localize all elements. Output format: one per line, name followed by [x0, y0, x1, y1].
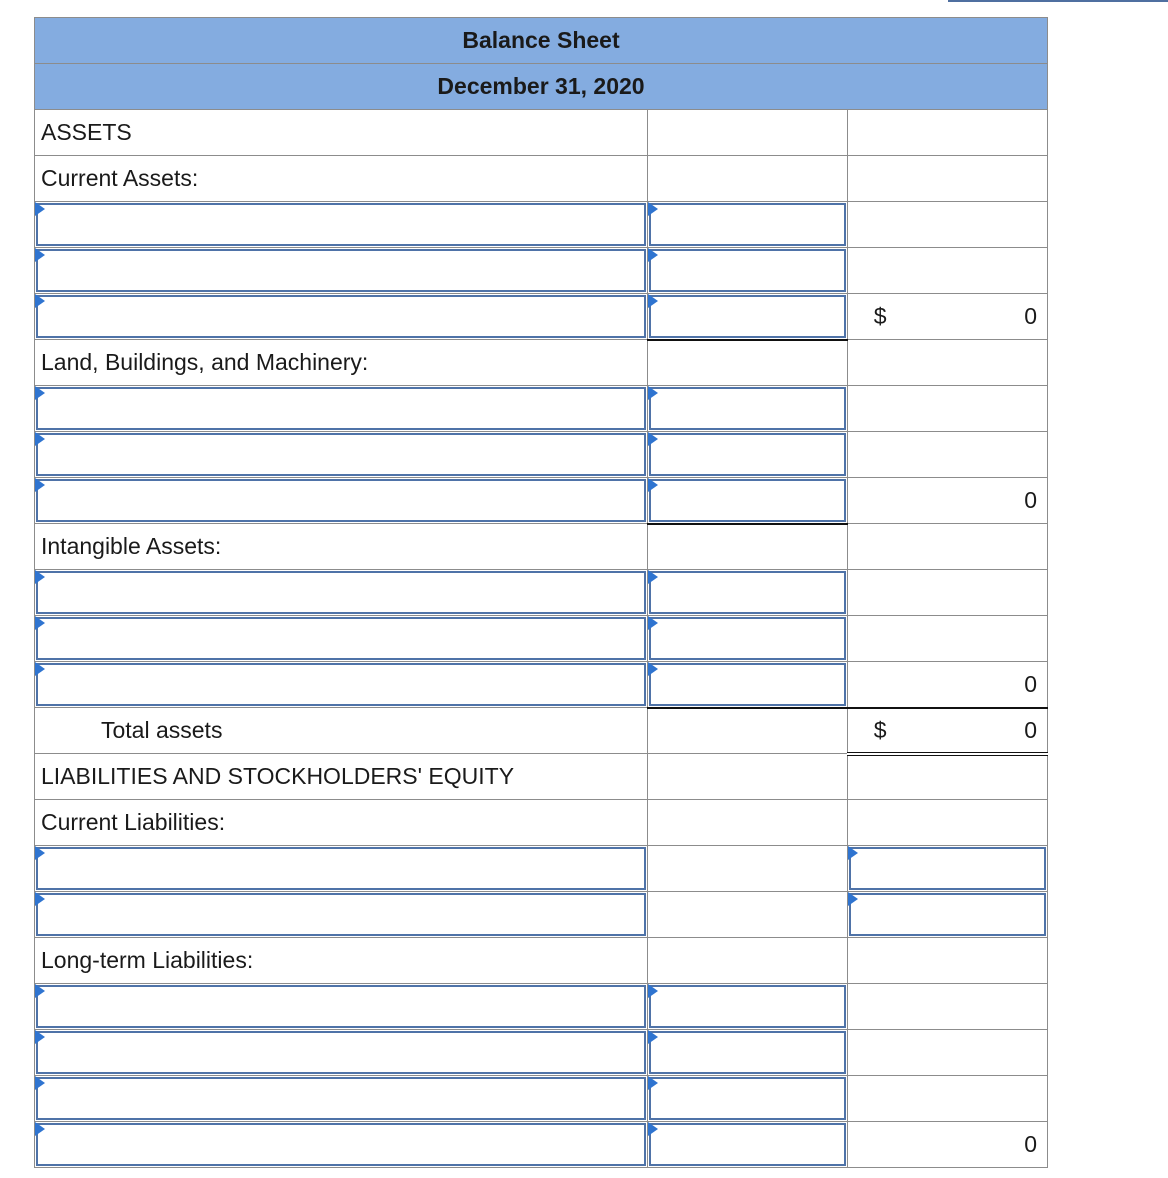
- amount-input[interactable]: [649, 249, 846, 292]
- current-assets-total: [847, 294, 1047, 340]
- intangible-row-1: [35, 570, 1048, 616]
- account-select[interactable]: [36, 295, 646, 338]
- current-assets-heading: Current Assets:: [35, 156, 648, 202]
- header-row-date: [35, 64, 1048, 110]
- account-select[interactable]: [36, 847, 646, 890]
- total-value: 0: [1024, 716, 1037, 743]
- amount-input[interactable]: [649, 1123, 846, 1166]
- section-row: [35, 110, 1048, 156]
- amount-input[interactable]: [649, 663, 846, 706]
- amount-input[interactable]: [649, 1031, 846, 1074]
- amount-input[interactable]: [849, 893, 1046, 936]
- intangible-total: [847, 662, 1047, 708]
- amount-input[interactable]: [849, 847, 1046, 890]
- amount-input[interactable]: [649, 433, 846, 476]
- lbm-row-3: [35, 478, 1048, 524]
- lbm-total: [847, 478, 1047, 524]
- intangible-row-2: [35, 616, 1048, 662]
- current-asset-row-3: [35, 294, 1048, 340]
- current-liability-row-1: [35, 846, 1048, 892]
- total-value: 0: [1024, 487, 1037, 513]
- long-term-row-4: [35, 1122, 1048, 1168]
- liabilities-equity-heading: LIABILITIES AND STOCKHOLDERS' EQUITY: [35, 754, 648, 800]
- account-select[interactable]: [36, 203, 646, 246]
- top-rule: [948, 0, 1168, 2]
- currency-symbol: $: [873, 716, 887, 743]
- account-select[interactable]: [36, 1077, 646, 1120]
- section-row: [35, 156, 1048, 202]
- lbm-row-2: [35, 432, 1048, 478]
- currency-symbol: $: [873, 303, 887, 329]
- amount-input[interactable]: [649, 203, 846, 246]
- total-assets-row: [35, 708, 1048, 754]
- account-select[interactable]: [36, 387, 646, 430]
- sheet-title: Balance Sheet: [35, 18, 1048, 64]
- total-assets-label: Total assets: [35, 708, 648, 754]
- account-select[interactable]: [36, 893, 646, 936]
- account-select[interactable]: [36, 985, 646, 1028]
- account-select[interactable]: [36, 433, 646, 476]
- account-select[interactable]: [36, 479, 646, 522]
- amount-input[interactable]: [649, 387, 846, 430]
- section-row: [35, 938, 1048, 984]
- lbm-heading: Land, Buildings, and Machinery:: [35, 340, 648, 386]
- account-select[interactable]: [36, 617, 646, 660]
- current-asset-row-1: [35, 202, 1048, 248]
- long-term-row-3: [35, 1076, 1048, 1122]
- balance-sheet-table: [34, 17, 1048, 1168]
- account-select[interactable]: [36, 663, 646, 706]
- intangible-row-3: [35, 662, 1048, 708]
- header-row-title: [35, 18, 1048, 64]
- section-row: [35, 524, 1048, 570]
- total-value: 0: [1024, 670, 1037, 697]
- amount-input[interactable]: [649, 617, 846, 660]
- amount-input[interactable]: [649, 985, 846, 1028]
- total-value: 0: [1024, 303, 1037, 329]
- section-row: [35, 800, 1048, 846]
- long-term-row-1: [35, 984, 1048, 1030]
- total-assets-amount: [847, 708, 1047, 754]
- account-select[interactable]: [36, 1123, 646, 1166]
- account-select[interactable]: [36, 1031, 646, 1074]
- long-term-total: [847, 1122, 1047, 1168]
- assets-heading: ASSETS: [35, 110, 648, 156]
- account-select[interactable]: [36, 249, 646, 292]
- long-term-row-2: [35, 1030, 1048, 1076]
- current-liabilities-heading: Current Liabilities:: [35, 800, 648, 846]
- amount-input[interactable]: [649, 295, 846, 338]
- lbm-row-1: [35, 386, 1048, 432]
- current-liability-row-2: [35, 892, 1048, 938]
- total-value: 0: [1024, 1131, 1037, 1157]
- section-row: [35, 754, 1048, 800]
- amount-input[interactable]: [649, 1077, 846, 1120]
- amount-input[interactable]: [649, 571, 846, 614]
- long-term-liabilities-heading: Long-term Liabilities:: [35, 938, 648, 984]
- section-row: [35, 340, 1048, 386]
- account-select[interactable]: [36, 571, 646, 614]
- intangible-heading: Intangible Assets:: [35, 524, 648, 570]
- current-asset-row-2: [35, 248, 1048, 294]
- sheet-date: December 31, 2020: [35, 64, 1048, 110]
- amount-input[interactable]: [649, 479, 846, 522]
